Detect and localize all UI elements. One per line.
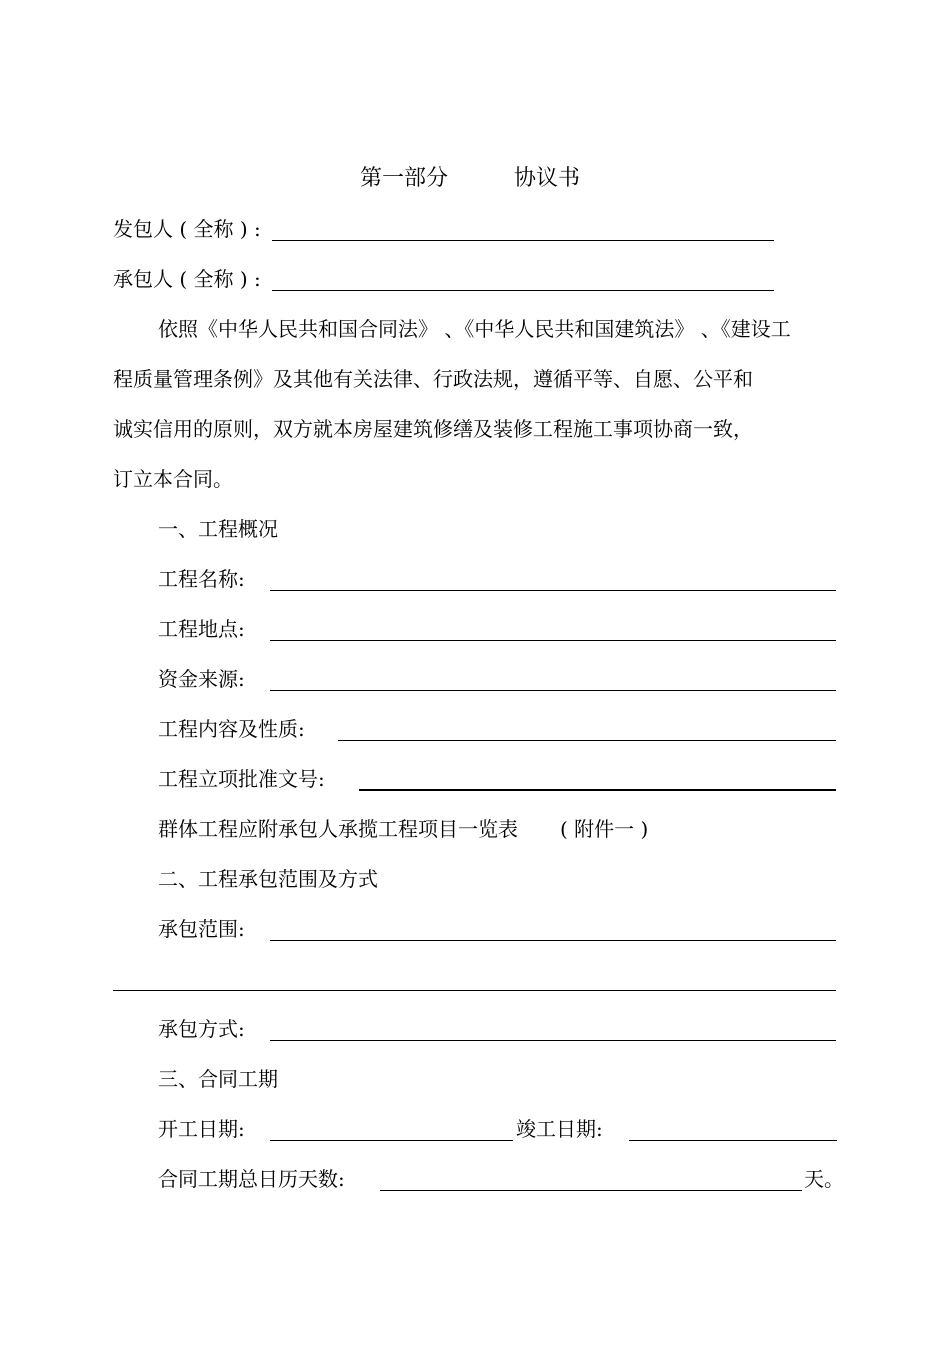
total-days-line	[0, 1162, 950, 1196]
dates-line	[0, 1112, 950, 1146]
preamble-text-4: 订立本合同。	[113, 467, 233, 491]
section2-heading-line	[0, 862, 950, 896]
section1-heading: 一、工程概况	[158, 517, 278, 541]
mode-label: 承包方式:	[158, 1017, 245, 1041]
total-days-label: 合同工期总日历天数:	[158, 1167, 345, 1191]
scope-blank[interactable]	[270, 940, 836, 941]
mode-blank[interactable]	[270, 1040, 836, 1041]
project-site-label: 工程地点:	[158, 617, 245, 641]
scope-continuation-blank[interactable]	[113, 990, 836, 991]
start-date-blank[interactable]	[270, 1140, 513, 1141]
project-site-blank[interactable]	[270, 640, 836, 641]
approval-no-label: 工程立项批准文号:	[158, 767, 325, 791]
approval-no-blank[interactable]	[359, 789, 836, 791]
section2-heading: 二、工程承包范围及方式	[158, 867, 378, 891]
preamble-text-3: 诚实信用的原则，双方就本房屋建筑修缮及装修工程施工事项协商一致，	[113, 417, 753, 441]
group-note-attach: ( 附件一 )	[560, 817, 649, 841]
scope-line	[0, 912, 950, 946]
preamble-text-2: 程质量管理条例》及其他有关法律、行政法规，遵循平等、自愿、公平和	[113, 367, 753, 391]
preamble-line-4	[0, 462, 950, 496]
contractor-line	[0, 262, 950, 296]
scope-label: 承包范围:	[158, 917, 245, 941]
content-nature-blank[interactable]	[338, 740, 836, 741]
contractor-label: 承包人 ( 全称 ) :	[113, 267, 261, 291]
start-date-label: 开工日期:	[158, 1117, 245, 1141]
employer-blank[interactable]	[272, 240, 774, 241]
preamble-line-3	[0, 412, 950, 446]
section1-heading-line	[0, 512, 950, 546]
preamble-line-2	[0, 362, 950, 396]
title-part: 第一部分	[360, 166, 449, 191]
project-name-blank[interactable]	[270, 590, 836, 591]
title-name: 协议书	[514, 166, 581, 191]
days-unit: 天。	[804, 1167, 844, 1191]
fund-source-line	[0, 662, 950, 696]
group-note-line	[0, 812, 950, 846]
preamble-text-1: 依照《中华人民共和国合同法》 、《中华人民共和国建筑法》 、《建设工	[158, 317, 791, 341]
content-nature-line	[0, 712, 950, 746]
project-name-line	[0, 562, 950, 596]
project-site-line	[0, 612, 950, 646]
section3-heading-line	[0, 1062, 950, 1096]
mode-line	[0, 1012, 950, 1046]
title-line	[0, 162, 950, 196]
fund-source-blank[interactable]	[270, 690, 836, 691]
fund-source-label: 资金来源:	[158, 667, 245, 691]
contractor-blank[interactable]	[272, 290, 774, 291]
group-note: 群体工程应附承包人承揽工程项目一览表	[158, 817, 518, 841]
content-nature-label: 工程内容及性质:	[158, 717, 305, 741]
employer-label: 发包人 ( 全称 ) :	[113, 217, 261, 241]
employer-line	[0, 212, 950, 246]
approval-no-line	[0, 762, 950, 796]
section3-heading: 三、合同工期	[158, 1067, 278, 1091]
project-name-label: 工程名称:	[158, 567, 245, 591]
end-date-blank[interactable]	[629, 1140, 837, 1141]
end-date-label: 竣工日期:	[516, 1117, 603, 1141]
preamble-line-1	[0, 312, 950, 346]
total-days-blank[interactable]	[380, 1190, 802, 1191]
scope-continuation-line	[0, 962, 950, 996]
